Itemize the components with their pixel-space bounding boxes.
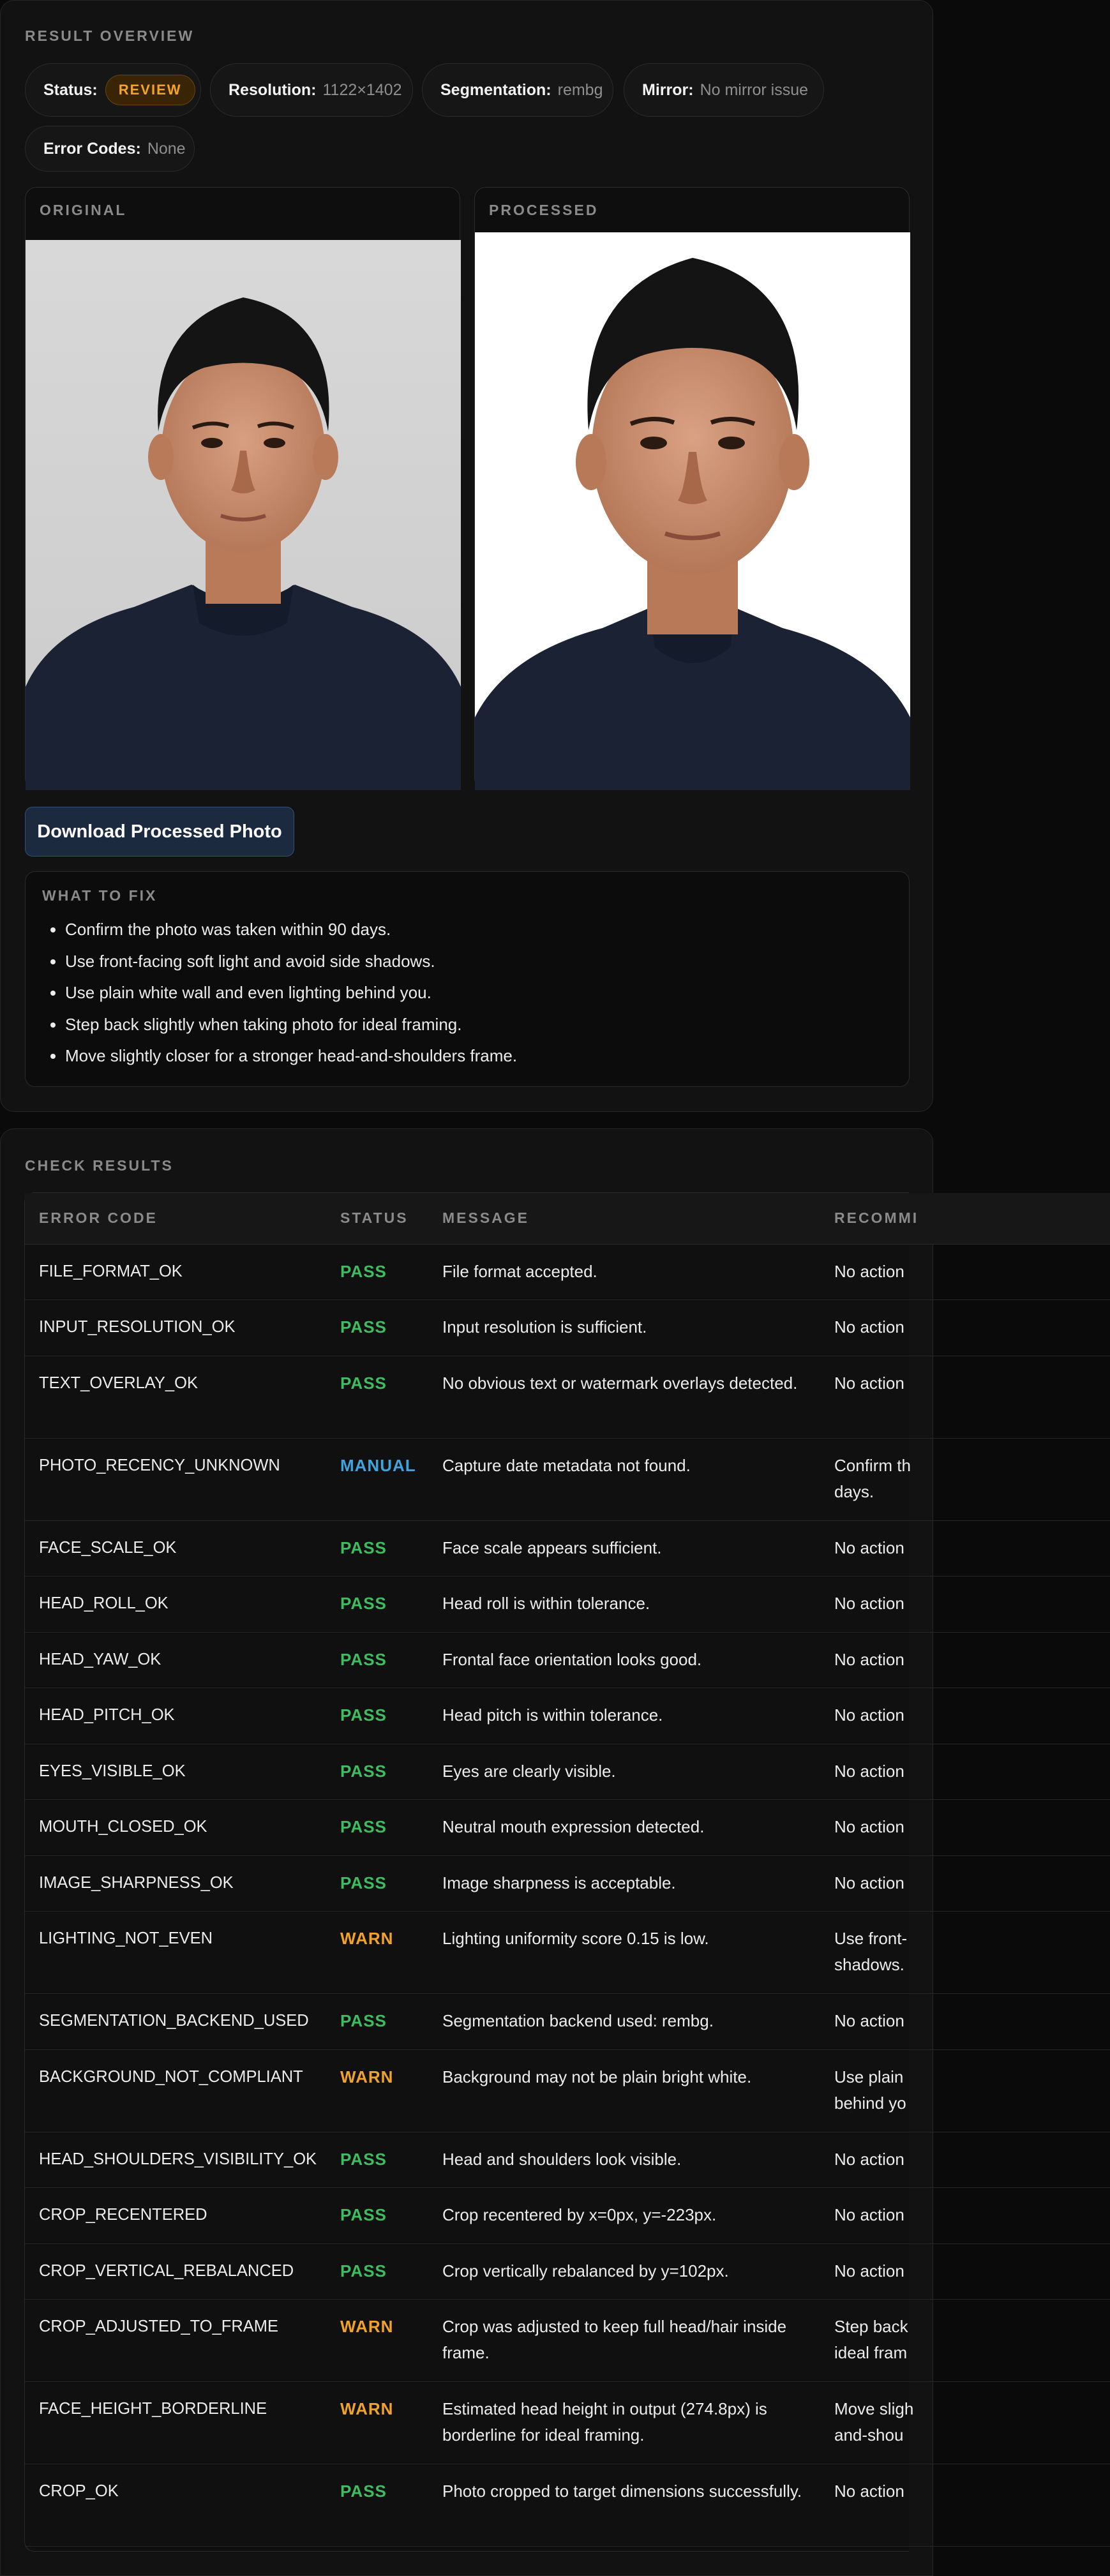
original-photo [26,240,461,790]
table-row [25,2382,1110,2464]
processed-photo [475,232,910,790]
status-cell: PASS [326,1688,428,1744]
recommendation-line: No action [834,2149,904,2169]
table-row [25,1356,1110,1438]
check-results-table-container[interactable] [24,1192,919,2552]
what-to-fix-box [25,871,910,1087]
table-row [25,2049,1110,2132]
status-cell: PASS [326,1356,428,1438]
table-row [25,1438,1110,1520]
status-cell: PASS [326,2132,428,2188]
column-header-error-code: ERROR CODE [25,1193,326,1244]
status-cell: MANUAL [326,1438,428,1520]
table-row [25,2464,1110,2547]
recommendation-line: No action [834,2011,904,2030]
error-code-cell: FACE_HEIGHT_BORDERLINE [25,2382,326,2464]
error-codes-label: Error Codes: [43,139,141,158]
message-cell: Frontal face orientation looks good. [428,1632,820,1688]
recommendation-line: Use plain [834,2067,904,2086]
original-caption: ORIGINAL [40,202,127,218]
error-code-cell: HEAD_YAW_OK [25,1632,326,1688]
recommendation-cell [820,2382,1110,2464]
fix-item: • Step back slightly when taking photo for ideal framing. [65,1009,517,1041]
error-code-cell: CROP_ADJUSTED_TO_FRAME [25,2300,326,2382]
error-code-cell: MOUTH_CLOSED_OK [25,1800,326,1856]
table-header-row [25,1193,1110,1244]
error-code-cell: HEAD_ROLL_OK [25,1576,326,1633]
processed-image-card [474,187,910,790]
recommendation-line: No action [834,1317,904,1337]
recommendation-line: No action [834,1761,904,1781]
recommendation-line: No action [834,1594,904,1613]
column-header-recommendation: RECOMMI [820,1193,1110,1244]
status-cell: PASS [326,1520,428,1576]
error-code-cell: CROP_VERTICAL_REBALANCED [25,2243,326,2300]
status-cell: PASS [326,1800,428,1856]
recommendation-line: No action [834,1538,904,1557]
recommendation-cell [820,1994,1110,2050]
table-row [25,1744,1110,1800]
recommendation-cell [820,2300,1110,2382]
error-code-cell: HEAD_PITCH_OK [25,1688,326,1744]
segmentation-label: Segmentation: [440,80,551,99]
original-image-card [25,187,460,790]
error-codes-chip [25,126,195,172]
recommendation-line: No action [834,1373,904,1393]
status-cell: WARN [326,2382,428,2464]
table-row [25,2300,1110,2382]
message-cell: Capture date metadata not found. [428,1438,820,1520]
recommendation-cell [820,1800,1110,1856]
recommendation-line: ideal fram [834,2343,908,2362]
message-cell: Head pitch is within tolerance. [428,1688,820,1744]
status-cell: PASS [326,1632,428,1688]
table-row [25,2188,1110,2244]
recommendation-line: No action [834,1873,904,1892]
fix-item: • Use plain white wall and even lighting behind you. [65,977,517,1009]
message-cell: Image sharpness is acceptable. [428,1855,820,1912]
mirror-label: Mirror: [642,80,694,99]
status-cell: WARN [326,2049,428,2132]
processed-caption: PROCESSED [489,202,599,218]
recommendation-cell [820,1438,1110,1520]
result-overview-heading: RESULT OVERVIEW [25,27,195,44]
recommendation-line: No action [834,1817,904,1836]
table-row [25,1855,1110,1912]
status-cell: WARN [326,2300,428,2382]
table-row [25,1576,1110,1633]
table-row [25,1994,1110,2050]
recommendation-cell [820,1632,1110,1688]
recommendation-line: No action [834,2261,904,2280]
error-code-cell: TEXT_OVERLAY_OK [25,1356,326,1438]
recommendation-cell [820,2049,1110,2132]
recommendation-cell [820,1356,1110,1438]
message-cell: File format accepted. [428,1244,820,1300]
status-cell: PASS [326,1244,428,1300]
message-cell: Crop vertically rebalanced by y=102px. [428,2243,820,2300]
error-code-cell: FACE_SCALE_OK [25,1520,326,1576]
error-code-cell: PHOTO_RECENCY_UNKNOWN [25,1438,326,1520]
table-row [25,1244,1110,1300]
status-badge: REVIEW [105,75,195,105]
what-to-fix-heading: WHAT TO FIX [42,887,158,904]
recommendation-cell [820,2464,1110,2547]
message-cell: Eyes are clearly visible. [428,1744,820,1800]
status-cell: PASS [326,1744,428,1800]
recommendation-cell [820,2188,1110,2244]
recommendation-line: shadows. [834,1955,904,1974]
recommendation-cell [820,1688,1110,1744]
fix-item: • Move slightly closer for a stronger head-and-shoulders frame. [65,1040,517,1072]
recommendation-cell [820,1744,1110,1800]
mirror-value: No mirror issue [700,80,809,99]
recommendation-line: Move sligh [834,2399,914,2418]
error-code-cell: IMAGE_SHARPNESS_OK [25,1855,326,1912]
message-cell: Neutral mouth expression detected. [428,1800,820,1856]
status-cell: PASS [326,1576,428,1633]
recommendation-cell [820,2132,1110,2188]
recommendation-cell [820,1576,1110,1633]
column-header-message: MESSAGE [428,1193,820,1244]
error-code-cell: BACKGROUND_NOT_COMPLIANT [25,2049,326,2132]
recommendation-cell [820,1300,1110,1356]
status-cell: PASS [326,1855,428,1912]
recommendation-cell [820,1912,1110,1994]
error-code-cell: LIGHTING_NOT_EVEN [25,1912,326,1994]
recommendation-cell [820,1244,1110,1300]
error-codes-value: None [147,139,186,158]
error-code-cell: INPUT_RESOLUTION_OK [25,1300,326,1356]
status-label: Status: [43,80,98,99]
column-header-status: STATUS [326,1193,428,1244]
message-cell: Segmentation backend used: rembg. [428,1994,820,2050]
resolution-chip [210,63,413,117]
check-results-heading: CHECK RESULTS [25,1157,174,1174]
download-processed-photo-button[interactable]: Download Processed Photo [25,807,294,857]
message-cell: Head roll is within tolerance. [428,1576,820,1633]
status-cell: WARN [326,1912,428,1994]
check-results-table [25,1193,1110,2547]
recommendation-line: No action [834,2482,904,2501]
message-cell: Input resolution is sufficient. [428,1300,820,1356]
status-cell: PASS [326,2243,428,2300]
table-row [25,1300,1110,1356]
status-cell: PASS [326,2188,428,2244]
message-cell: Background may not be plain bright white. [428,2049,820,2132]
recommendation-line: Use front- [834,1929,908,1948]
fix-item: • Use front-facing soft light and avoid side shadows. [65,946,517,978]
message-cell: Crop recentered by x=0px, y=-223px. [428,2188,820,2244]
error-code-cell: FILE_FORMAT_OK [25,1244,326,1300]
table-row [25,2132,1110,2188]
resolution-label: Resolution: [229,80,317,99]
status-cell: PASS [326,1300,428,1356]
message-cell: Photo cropped to target dimensions successfully. [428,2464,820,2547]
error-code-cell: CROP_OK [25,2464,326,2547]
table-row [25,1800,1110,1856]
message-cell: Head and shoulders look visible. [428,2132,820,2188]
error-code-cell: EYES_VISIBLE_OK [25,1744,326,1800]
recommendation-line: No action [834,1261,904,1281]
recommendation-cell [820,1855,1110,1912]
recommendation-line: days. [834,1481,874,1501]
result-overview-panel [0,0,933,1112]
table-row [25,1688,1110,1744]
recommendation-line: No action [834,2205,904,2224]
recommendation-line: Step back [834,2317,908,2336]
recommendation-cell [820,1520,1110,1576]
recommendation-line: and-shou [834,2425,904,2445]
error-code-cell: CROP_RECENTERED [25,2188,326,2244]
recommendation-line: Confirm th [834,1455,911,1475]
message-cell: Crop was adjusted to keep full head/hair inside frame. [428,2300,820,2382]
table-row [25,2243,1110,2300]
status-chip [25,63,201,117]
table-row [25,1520,1110,1576]
mirror-chip [624,63,824,117]
status-cell: PASS [326,2464,428,2547]
fix-item: • Confirm the photo was taken within 90 days. [65,914,517,946]
recommendation-line: behind yo [834,2093,906,2113]
recommendation-cell [820,2243,1110,2300]
segmentation-value: rembg [557,80,603,99]
segmentation-chip [422,63,613,117]
error-code-cell: HEAD_SHOULDERS_VISIBILITY_OK [25,2132,326,2188]
message-cell: No obvious text or watermark overlays detected. [428,1356,820,1438]
message-cell: Face scale appears sufficient. [428,1520,820,1576]
what-to-fix-list [42,914,517,1072]
recommendation-line: No action [834,1649,904,1669]
message-cell: Lighting uniformity score 0.15 is low. [428,1912,820,1994]
error-code-cell: SEGMENTATION_BACKEND_USED [25,1994,326,2050]
recommendation-line: No action [834,1705,904,1725]
resolution-value: 1122×1402 [322,80,402,99]
table-row [25,1912,1110,1994]
message-cell: Estimated head height in output (274.8px) is borderline for ideal framing. [428,2382,820,2464]
status-cell: PASS [326,1994,428,2050]
table-row [25,1632,1110,1688]
